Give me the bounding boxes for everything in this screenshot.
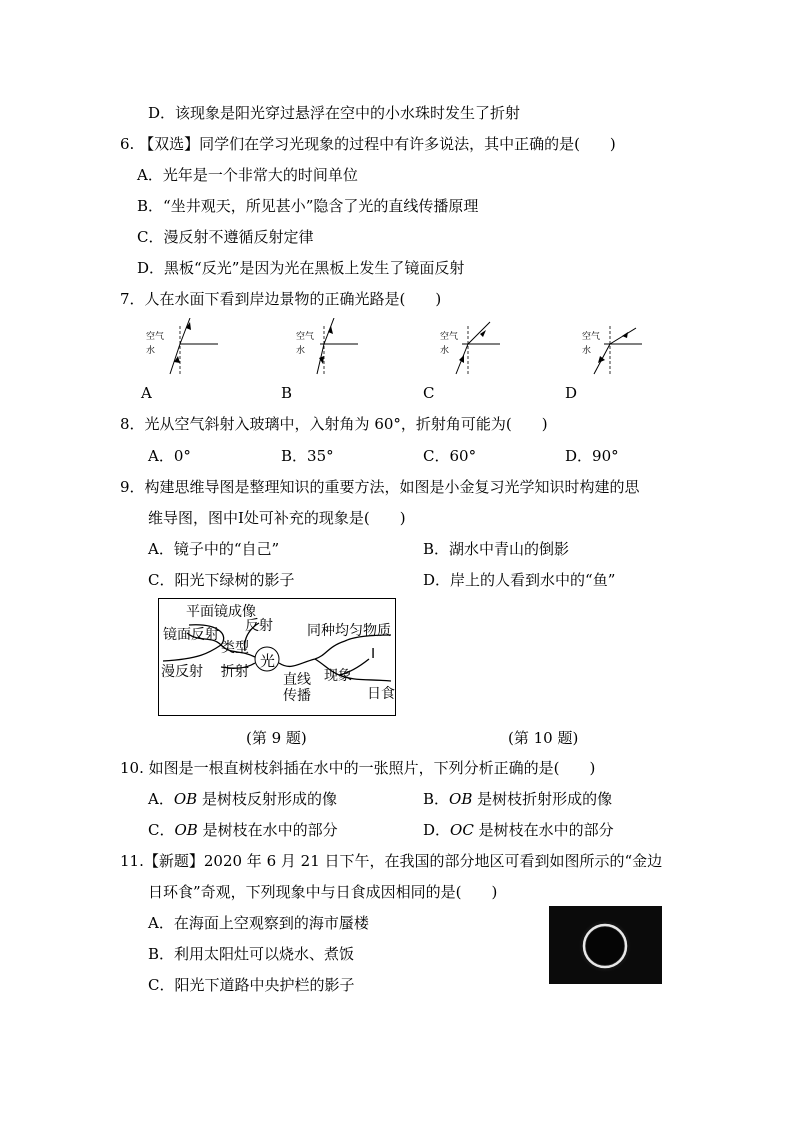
q10-option-c: C．OB 是树枝在水中的部分 xyxy=(148,821,338,839)
q6-option-c: C．漫反射不遵循反射定律 xyxy=(137,228,314,246)
q7d-air-label: 空气 xyxy=(582,331,601,341)
q6-option-b: B．“坐井观天，所见甚小”隐含了光的直线传播原理 xyxy=(137,197,479,215)
q7a-air-label: 空气 xyxy=(146,331,165,341)
q8-stem: 8．光从空气斜射入玻璃中，入射角为 60°，折射角可能为( ) xyxy=(120,415,548,433)
q8-option-b: B．35° xyxy=(281,447,334,465)
q10-option-a: A．OB 是树枝反射形成的像 xyxy=(148,790,337,808)
q8-option-c: C．60° xyxy=(423,447,477,465)
q7-stem: 7．人在水面下看到岸边景物的正确光路是( ) xyxy=(120,290,442,308)
q9-stem-line2: 维导图，图中Ⅰ处可补充的现象是( ) xyxy=(148,509,406,527)
q10-stem: 10. 如图是一根直树枝斜插在水中的一张照片，下列分析正确的是( ) xyxy=(120,759,596,777)
q6-stem: 6. 【双选】同学们在学习光现象的过程中有许多说法，其中正确的是( ) xyxy=(120,135,616,153)
q7-label-d: D xyxy=(565,384,578,402)
q11-option-b: B．利用太阳灶可以烧水、煮饭 xyxy=(148,945,355,963)
q7c-air-label: 空气 xyxy=(440,331,459,341)
mm-straight2: 传播 xyxy=(283,687,311,703)
mm-types: 类型 xyxy=(221,639,249,655)
q11-option-a: A．在海面上空观察到的海市蜃楼 xyxy=(148,914,369,932)
mm-refraction: 折射 xyxy=(221,663,249,679)
mm-roman: Ⅰ xyxy=(371,645,376,661)
q7b-water-label: 水 xyxy=(296,345,306,355)
mm-straight1: 直线 xyxy=(283,671,311,687)
eclipse-photo xyxy=(549,906,662,984)
q6-option-d: D．黑板“反光”是因为光在黑板上发生了镜面反射 xyxy=(137,259,465,277)
mm-plane-mirror: 平面镜成像 xyxy=(186,603,256,619)
q10-option-b: B．OB 是树枝折射形成的像 xyxy=(423,790,613,808)
q11-option-c: C．阳光下道路中央护栏的影子 xyxy=(148,976,355,994)
q9-stem-line1: 9．构建思维导图是整理知识的重要方法，如图是小金复习光学知识时构建的思 xyxy=(120,478,640,496)
annular-ring xyxy=(549,906,662,984)
mm-specular: 镜面反射 xyxy=(163,626,219,642)
mm-eclipse: 日食 xyxy=(367,685,395,701)
q7-label-b: B xyxy=(281,384,293,402)
q11-stem-line1: 11.【新题】2020 年 6 月 21 日下午，在我国的部分地区可看到如图所示的“金边 xyxy=(120,852,663,870)
mm-center: 光 xyxy=(260,653,276,670)
q7d-water-label: 水 xyxy=(582,345,592,355)
q5-option-d: D．该现象是阳光穿过悬浮在空中的小水珠时发生了折射 xyxy=(148,104,521,122)
q7c-water-label: 水 xyxy=(440,345,450,355)
q9-option-a: A．镜子中的“自己” xyxy=(148,540,280,558)
q7b-air-label: 空气 xyxy=(296,331,315,341)
q9-option-b: B．湖水中青山的倒影 xyxy=(423,540,570,558)
q6-option-a: A．光年是一个非常大的时间单位 xyxy=(137,166,358,184)
q7-label-c: C xyxy=(423,384,435,402)
q7-label-a: A xyxy=(141,384,152,402)
q7a-water-label: 水 xyxy=(146,345,156,355)
q9-mindmap xyxy=(158,598,396,716)
q8-option-a: A．0° xyxy=(148,447,191,465)
mm-diffuse: 漫反射 xyxy=(161,663,203,679)
q8-option-d: D．90° xyxy=(565,447,619,465)
q9-option-c: C．阳光下绿树的影子 xyxy=(148,571,295,589)
mm-uniform: 同种均匀物质 xyxy=(307,622,391,638)
q10-caption: (第 10 题) xyxy=(508,729,579,747)
q11-stem-line2: 日环食”奇观，下列现象中与日食成因相同的是( ) xyxy=(148,883,498,901)
q9-caption: (第 9 题) xyxy=(246,729,307,747)
mm-reflection: 反射 xyxy=(245,617,273,633)
q10-option-d: D．OC 是树枝在水中的部分 xyxy=(423,821,614,839)
q9-option-d: D．岸上的人看到水中的“鱼” xyxy=(423,571,616,589)
mm-phenomenon: 现象 xyxy=(324,667,352,683)
